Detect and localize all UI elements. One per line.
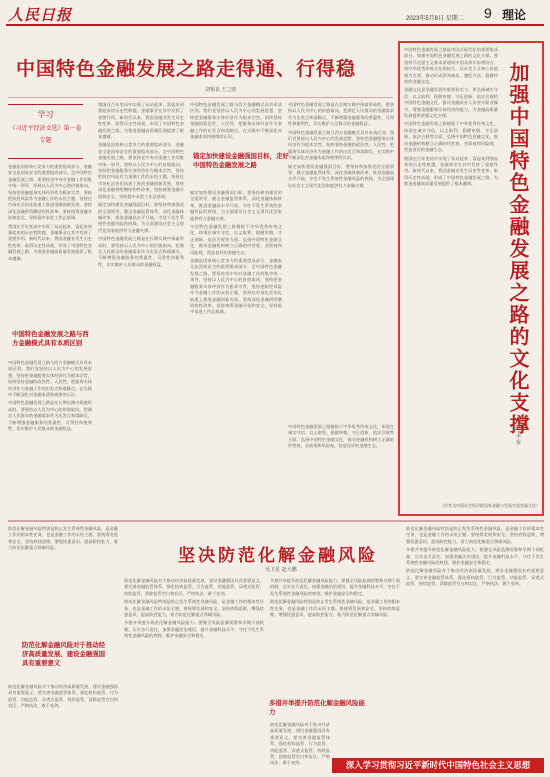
series-banner: 深入学习贯彻习近平新时代中国特色社会主义思想: [332, 758, 544, 773]
paragraph: 多措并举提升防范化解金融风险能力。要健全风险监测预警和早期干预机制，压实各方责任，加强金融法治建设，提升金融科技水平，守住不发生系统性金融风险的底线，维护金融安全和稳定。: [406, 547, 544, 566]
paragraph: 防范化解金融风险对于推动经济高质量发展、建设金融强国具有重要意义。要完善金融监管体系，强化机构监管、行为监管、功能监管、穿透式监管、持续监管，消除监管空白和盲区，严格执法、敢于亮剑。: [270, 722, 330, 766]
paragraph: 锚定加快建设金融强国目标，要坚持和加强党的全面领导，健全金融监管体系，深化金融体制改革，推进金融高水平开放，守住不发生系统性金融风险的底线，为全面建设社会主义现代化国家提供有力金融支撑。: [288, 163, 394, 188]
paragraph: 防范化解金融风险特别是防止发生系统性金融风险，是金融工作的根本性任务，也是金融工作的永恒主题。要统筹发展和安全，坚持底线思维，增强忧患意识，提高防控能力，着力防范化解重点领域风险。: [8, 526, 118, 551]
article-column-4b: [288, 424, 394, 515]
article-column-3b: [190, 190, 282, 515]
paragraph: 金融文化是金融发展的重要软实力。要弘扬诚实守信、以义取利、稳健审慎、守正创新、依法合规的中国特色金融文化，推动金融从业人员坚守职业操守，增强金融服务实体经济的能力，为金融高质量发展提供坚强文化支撑。: [404, 87, 498, 119]
paragraph: 中国特色金融发展之路是在长期实践中探索形成的。要坚持以人民为中心的价值取向，把满足人民群众的金融需求作为出发点和落脚点，不断增强金融服务的普惠性、可得性和便利性，切实维护人民群众的金融权益。: [8, 400, 92, 432]
bottom-article-title: 坚决防范化解金融风险: [178, 546, 378, 566]
paragraph: 防范化解金融风险特别是防止发生系统性金融风险，是金融工作的根本性任务，也是金融工作的永恒主题。要统筹发展和安全，坚持底线思维，增强忧患意识，提高防控能力，着力防范化解重点领域风险。: [406, 526, 544, 544]
bottom-column-1b: [8, 684, 118, 754]
top-article-subheading-b: 锚定加快建设金融强国目标，走好中国特色金融发展之路: [193, 152, 289, 169]
top-article-subheading: 中国特色金融发展之路与西方金融模式具有本质区别: [12, 330, 89, 347]
paragraph: 金融是国家核心竞争力的重要组成部分，金融安全是国家安全的重要组成部分。走中国特色金融发展之路，要坚持党中央对金融工作的集中统一领导，坚持以人民为中心的价值取向，坚持把金融服务实体经济作为根本宗旨，坚持把防控风险作为金融工作的永恒主题，坚持在市场化法治化轨道上推进金融创新发展，坚持深化金融供给侧结构性改革，坚持统筹金融开放和安全，坚持稳中求进工作总基调。: [8, 164, 92, 221]
study-label: 学习: [37, 110, 54, 119]
paragraph: 多措并举提升防范化解金融风险能力。要健全风险监测预警和早期干预机制，压实各方责任，加强金融法治建设，提升金融科技水平，守住不发生系统性金融风险的底线，维护金融安全和稳定。: [124, 620, 264, 639]
bottom-article-subheading-2: 多措并举提升防范化解金融风险能力: [269, 699, 365, 716]
paragraph: 防范化解金融风险对于推动经济高质量发展、建设金融强国具有重要意义。要完善金融监管体系，强化机构监管、行为监管、功能监管、穿透式监管、持续监管，消除监管空白和盲区，严格执法、敢于亮剑。: [124, 578, 264, 596]
page-number: 9: [484, 5, 492, 21]
paragraph: 中国特色金融发展之路与西方金融模式具有本质区别。我们党坚持以人民为中心的发展思想，坚持把金融服务实体经济作为根本宗旨，始终坚持金融的政治性、人民性，把服务实体经济作为金融工作的出发点和落脚点，在实践中不断深化对金融本质和规律的认识。: [190, 102, 282, 140]
side-article-title: 加强中国特色金融发展之路的文化支撑: [506, 62, 530, 436]
paragraph: 中国特色金融发展之路是在长期实践中探索形成的。要坚持以人民为中心的价值取向，把满足人民群众的金融需求作为出发点和落脚点，不断增强金融服务的普惠性、可得性和便利性，切实维护人民群众的金融权益。: [288, 102, 394, 127]
article-column-3a: [190, 102, 282, 148]
paragraph: 中国特色金融发展之路是在长期实践中探索形成的。要坚持以人民为中心的价值取向，把满足人民群众的金融需求作为出发点和落脚点，不断增强金融服务的普惠性、可得性和便利性，切实维护人民群众的金融权益。: [98, 236, 184, 267]
newspaper-logo: 人民日报: [8, 6, 73, 24]
bottom-column-3a: [270, 578, 400, 696]
paragraph: 我国在百年变局中实现了从站起来、富起来到强起来的历史性跨越，金融事业在其中发挥了重要作用。新时代以来，我国金融业发生历史性变革、取得历史性成就，形成了中国特色金融发展之路，为推进金融高质量发展提供了根本遵循。: [8, 223, 92, 261]
paragraph: 中国特色金融发展之路与西方金融模式具有本质区别。我们党坚持以人民为中心的发展思想，坚持把金融服务实体经济作为根本宗旨，始终坚持金融的政治性、人民性，把服务实体经济作为金融工作的出发点和落脚点，在实践中不断深化对金融本质和规律的认识。: [8, 360, 92, 398]
paragraph: 中国特色金融发展之路植根于中华优秀传统文化，体现在诚实守信、以义取利、稳健审慎、守正创新、依法合规等方面。弘扬中国特色金融文化，推动金融机构树立正确的经营观、业绩观和风险观，营造良好的金融生态。: [404, 121, 498, 153]
side-article-author-note: （作者为中国社会科学院国家金融与发展实验室副主任）: [440, 503, 540, 508]
side-article-body: [404, 47, 498, 497]
article-column-1b: [8, 360, 92, 515]
paragraph: 中国特色金融发展之路植根于中华优秀传统文化，体现在诚实守信、以义取利、稳健审慎、守正创新、依法合规等方面。弘扬中国特色金融文化，推动金融机构树立正确的经营观、业绩观和风险观，营造良好的金融生态。: [190, 224, 282, 255]
bottom-article-subheading-1: 防范化解金融风险对于推动经济高质量发展、建设金融强国具有重要意义: [22, 641, 106, 667]
bottom-column-3b: [270, 722, 330, 772]
paragraph: 防范化解金融风险对于推动经济高质量发展、建设金融强国具有重要意义。要完善金融监管体系，强化机构监管、行为监管、功能监管、穿透式监管、持续监管，消除监管空白和盲区，严格执法、敢于亮剑。: [406, 568, 544, 587]
paragraph: 金融是国家核心竞争力的重要组成部分，金融安全是国家安全的重要组成部分。走中国特色金融发展之路，要坚持党中央对金融工作的集中统一领导，坚持以人民为中心的价值取向，坚持把金融服务实体经济作为根本宗旨，坚持把防控风险作为金融工作的永恒主题，坚持在市场化法治化轨道上推进金融创新发展，坚持深化金融供给侧结构性改革，坚持统筹金融开放和安全，坚持稳中求进工作总基调。: [190, 258, 282, 315]
divider: [8, 520, 544, 522]
paragraph: 防范化解金融风险特别是防止发生系统性金融风险，是金融工作的根本性任务，也是金融工作的永恒主题。要统筹发展和安全，坚持底线思维，增强忧患意识，提高防控能力，着力防范化解重点领域风险。: [270, 599, 400, 618]
paragraph: 中国特色金融发展之路植根于中华优秀传统文化，体现在诚实守信、以义取利、稳健审慎、守正创新、依法合规等方面。弘扬中国特色金融文化，推动金融机构树立正确的经营观、业绩观和风险观，营造良好的金融生态。: [288, 424, 394, 449]
article-column-4: [288, 102, 394, 402]
paragraph: 我国在百年变局中实现了从站起来、富起来到强起来的历史性跨越，金融事业在其中发挥了重要作用。新时代以来，我国金融业发生历史性变革、取得历史性成就，形成了中国特色金融发展之路，为推进金融高质量发展提供了根本遵循。: [98, 102, 184, 140]
paragraph: 金融是国家核心竞争力的重要组成部分，金融安全是国家安全的重要组成部分。走中国特色金融发展之路，要坚持党中央对金融工作的集中统一领导，坚持以人民为中心的价值取向，坚持把金融服务实体经济作为根本宗旨，坚持把防控风险作为金融工作的永恒主题，坚持在市场化法治化轨道上推进金融创新发展，坚持深化金融供给侧结构性改革，坚持统筹金融开放和安全，坚持稳中求进工作总基调。: [98, 142, 184, 199]
bottom-article-byline: 吴卫星 赵大鹏: [265, 567, 297, 573]
study-book-title: 《习近平经济文选》第一卷: [9, 125, 82, 132]
paragraph: 多措并举提升防范化解金融风险能力。要健全风险监测预警和早期干预机制，压实各方责任，加强金融法治建设，提升金融科技水平，守住不发生系统性金融风险的底线，维护金融安全和稳定。: [270, 578, 400, 596]
article-column-1: [8, 164, 92, 326]
study-topic-label: 专题: [39, 137, 52, 144]
paragraph: 中国特色金融发展之路与西方金融模式具有本质区别。我们党坚持以人民为中心的发展思想，坚持把金融服务实体经济作为根本宗旨，始终坚持金融的政治性、人民性，把服务实体经济作为金融工作的出发点和落脚点，在实践中不断深化对金融本质和规律的认识。: [288, 129, 394, 161]
article-column-2: [98, 102, 184, 515]
top-article-title: 中国特色金融发展之路走得通、行得稳: [16, 58, 357, 80]
paragraph: 中国特色金融发展之路是中国式现代化的重要组成部分。加强中国特色金融发展之路的文化支撑，要坚持马克思主义基本原理同中国具体实际相结合、同中华优秀传统文化相结合，以社会主义核心价值观为引领，推动形成崇尚诚信、遵纪守法、稳健经营的金融文化。: [404, 47, 498, 85]
study-column-box: [8, 104, 83, 159]
issue-date: 2023年5月8日 星期二: [406, 16, 464, 22]
bottom-column-2: [124, 578, 264, 770]
paragraph: 防范化解金融风险对于推动经济高质量发展、建设金融强国具有重要意义。要完善金融监管体系，强化机构监管、行为监管、功能监管、穿透式监管、持续监管，消除监管空白和盲区，严格执法、敢于亮剑。: [8, 684, 118, 709]
top-article-byline: 刘锡良 王之晗: [205, 87, 237, 93]
paragraph: 锚定加快建设金融强国目标，要坚持和加强党的全面领导，健全金融监管体系，深化金融体制改革，推进金融高水平开放，守住不发生系统性金融风险的底线，为全面建设社会主义现代化国家提供有力金融支撑。: [190, 190, 282, 221]
paragraph: 我国在百年变局中实现了从站起来、富起来到强起来的历史性跨越，金融事业在其中发挥了重要作用。新时代以来，我国金融业发生历史性变革、取得历史性成就，形成了中国特色金融发展之路，为推进金融高质量发展提供了根本遵循。: [404, 155, 498, 187]
side-article-byline: 本 报: [515, 433, 521, 445]
bottom-column-1a: [8, 526, 118, 636]
paragraph: 防范化解金融风险特别是防止发生系统性金融风险，是金融工作的根本性任务，也是金融工作的永恒主题。要统筹发展和安全，坚持底线思维，增强忧患意识，提高防控能力，着力防范化解重点领域风险。: [124, 599, 264, 618]
divider: [8, 97, 393, 98]
bottom-column-4: [406, 526, 544, 754]
paragraph: 锚定加快建设金融强国目标，要坚持和加强党的全面领导，健全金融监管体系，深化金融体制改革，推进金融高水平开放，守住不发生系统性金融风险的底线，为全面建设社会主义现代化国家提供有力金融支撑。: [98, 202, 184, 233]
masthead: [6, 4, 544, 26]
page-section-name: 理论: [502, 8, 527, 22]
